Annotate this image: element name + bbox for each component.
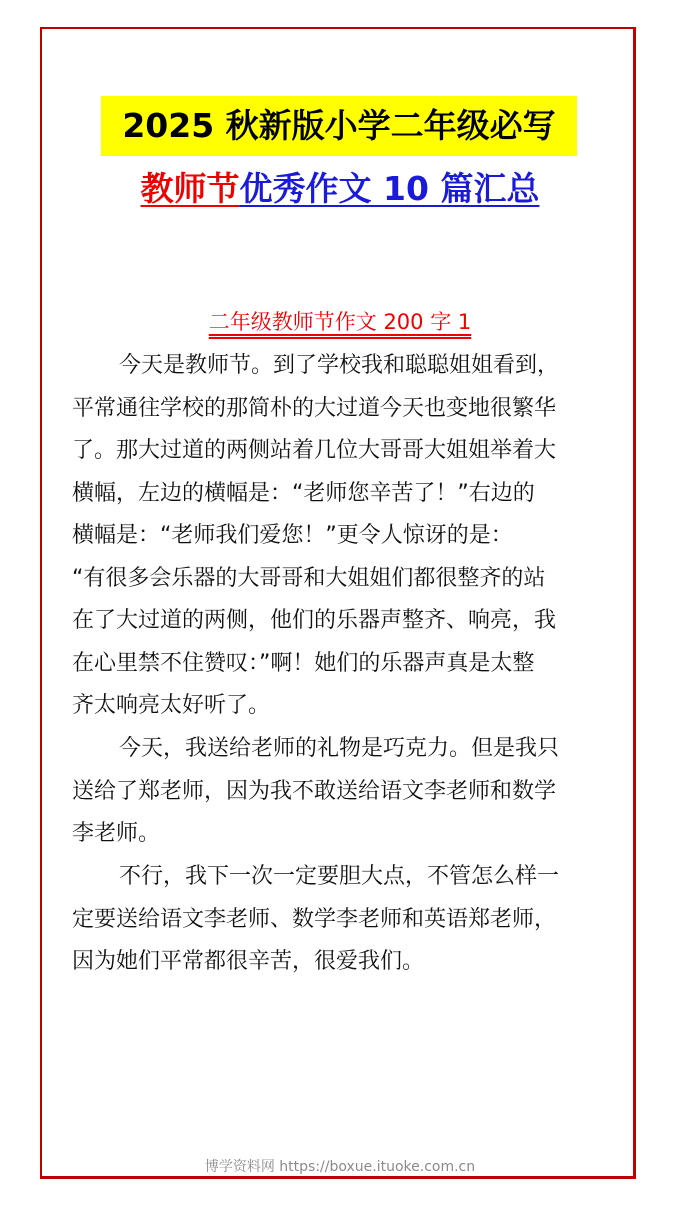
paragraph-line: 在心里禁不住赞叹：”啊！她们的乐器声真是太整 bbox=[72, 650, 535, 676]
essay-paragraph-2 bbox=[72, 728, 604, 856]
paragraph-line: 齐太响亮太好听了。 bbox=[72, 693, 271, 718]
title-line-1: 2025 秋新版小学二年级必写 bbox=[101, 96, 577, 156]
paragraph-line: 定要送给语文李老师、数学李老师和英语郑老师， bbox=[72, 906, 557, 932]
title-highlight-blue: 优秀作文 10 篇汇总 bbox=[239, 169, 540, 208]
essay-heading bbox=[0, 304, 680, 340]
paragraph-line: 横幅，左边的横幅是：“老师您辛苦了！”右边的 bbox=[72, 480, 535, 506]
paragraph-line: “有很多会乐器的大哥哥和大姐姐们都很整齐的站 bbox=[72, 565, 546, 591]
paragraph-line: 今天是教师节。到了学校我和聪聪姐姐看到， bbox=[119, 353, 560, 378]
title-line-2 bbox=[0, 163, 680, 215]
paragraph-line: 平常通往学校的那简朴的大过道今天也变地很繁华 bbox=[72, 395, 557, 421]
title-highlight-red: 教师节 bbox=[140, 169, 240, 208]
paragraph-line: 在了大过道的两侧，他们的乐器声整齐、响亮，我 bbox=[72, 608, 557, 633]
paragraph-line: 横幅是：“老师我们爱您！”更令人惊讶的是： bbox=[72, 523, 513, 548]
paragraph-line: 李老师。 bbox=[72, 821, 161, 846]
paragraph-line: 送给了郑老师，因为我不敢送给语文李老师和数学 bbox=[72, 778, 557, 804]
essay-paragraph-3 bbox=[72, 856, 604, 984]
paragraph-line: 不行，我下一次一定要胆大点，不管怎么样一 bbox=[119, 864, 560, 889]
footer-watermark: 博学资料网 https://boxue.ituoke.com.cn bbox=[204, 1159, 476, 1175]
essay-paragraph-1 bbox=[72, 345, 604, 728]
paragraph-line: 今天，我送给老师的礼物是巧克力。但是我只 bbox=[119, 736, 560, 761]
paragraph-line: 因为她们平常都很辛苦，很爱我们。 bbox=[72, 949, 425, 974]
paragraph-line: 了。那大过道的两侧站着几位大哥哥大姐姐举着大 bbox=[72, 438, 557, 463]
essay-heading-text: 二年级教师节作文 200 字 1 bbox=[208, 310, 472, 334]
